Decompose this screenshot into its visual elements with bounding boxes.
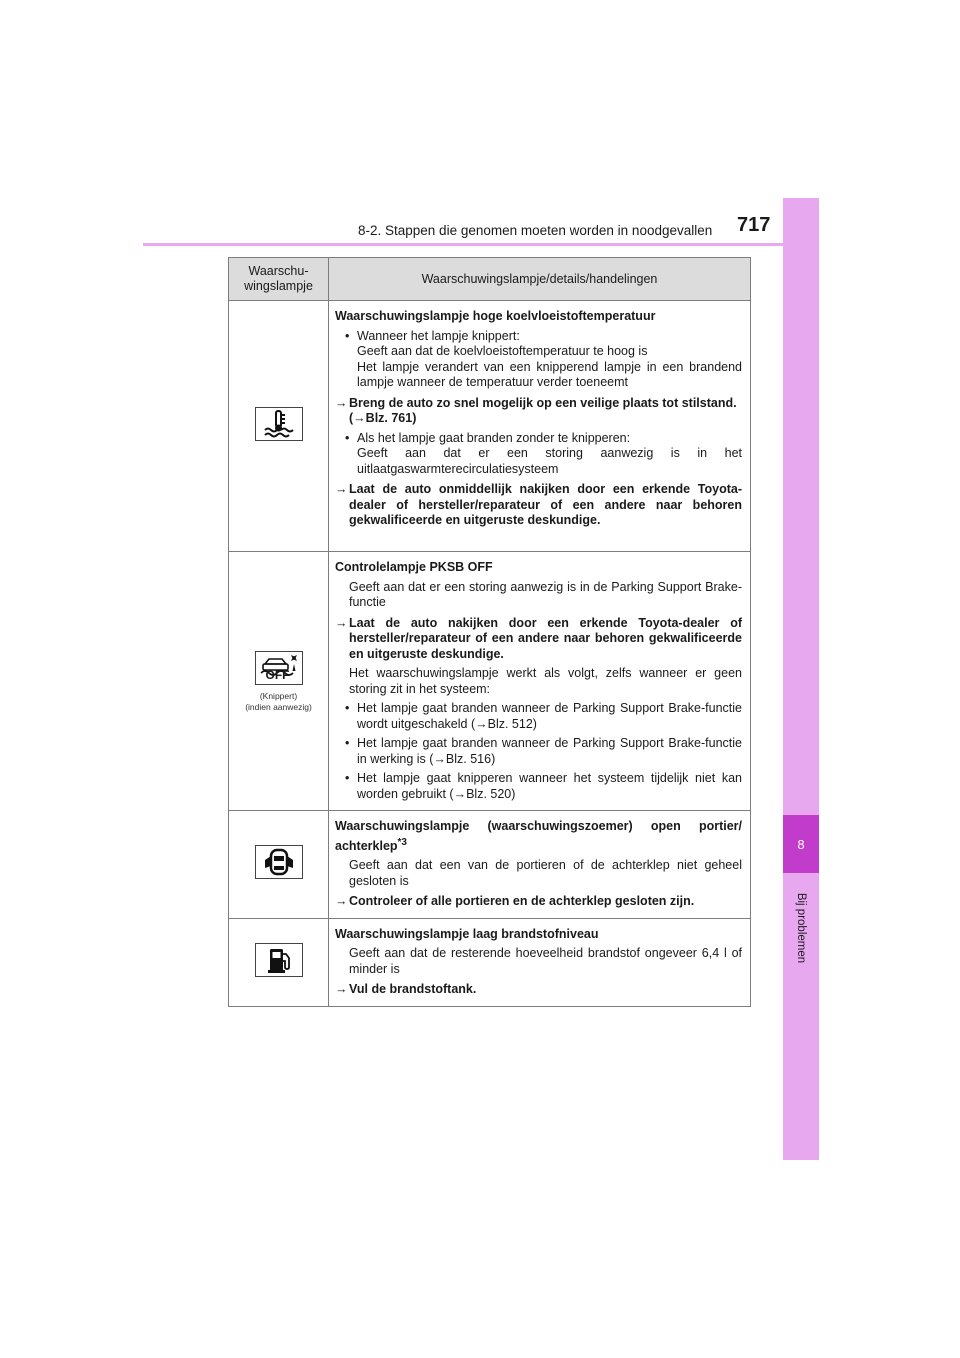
description: Geeft aan dat een van de portieren of de achterklep niet geheel gesloten is: [349, 858, 742, 888]
table-header-row: [229, 258, 751, 301]
icon-caption-blink: (Knippert): [259, 690, 298, 701]
action-item: → Vul de brandstoftank.: [335, 982, 742, 998]
table-row: [229, 552, 751, 811]
icon-cell: [229, 811, 329, 919]
bullet-item: • Als het lampje gaat branden zonder te knipperen: Geeft aan dat er een storing aanwezig is in het uitlaatgaswarmterecirculatiesysteem: [335, 431, 742, 478]
chapter-number-tab[interactable]: [783, 815, 819, 873]
warning-lights-table: [228, 257, 751, 1007]
description: Geeft aan dat de resterende hoeveelheid brandstof ongeveer 6,4 l of minder is: [349, 946, 742, 976]
chapter-label: Bij problemen: [795, 892, 808, 964]
table-row: [229, 811, 751, 919]
action-item: → Laat de auto nakijken door een erkende Toyota-dealer of hersteller/reparateur of een andere naar behoren gekwalificeerde en uitgeruste deskundige.: [335, 616, 742, 663]
footnote-marker: *3: [397, 836, 407, 848]
column-header-details: Waarschuwingslampje/details/handelingen: [329, 258, 751, 301]
description: Het waarschuwingslampje werkt als volgt, zelfs wanneer er geen storing zit in het systeem:: [349, 666, 742, 696]
lamp-title: Waarschuwingslampje laag brandstofniveau: [335, 926, 599, 941]
table-row: [229, 918, 751, 1006]
bullet-item: • Wanneer het lampje knippert: Geeft aan dat de koelvloeistoftemperatuur te hoog is Het lampje verandert van een knipperend lampje in een brandend lampje wanneer de temperatuur verder toeneemt: [335, 329, 742, 391]
page-reference-link[interactable]: (→Blz. 761): [349, 411, 417, 425]
action-item: → Breng de auto zo snel mogelijk op een veilige plaats tot stilstand. (→Blz. 761): [335, 396, 742, 427]
action-item: → Laat de auto onmiddellijk nakijken door een erkende Toyota-dealer of hersteller/reparateur of een andere naar behoren gekwalificeerde en uitgeruste deskundige.: [335, 482, 742, 529]
page-number: 717: [737, 214, 771, 236]
coolant-temperature-icon: [255, 407, 303, 441]
lamp-title: Controlelampje PKSB OFF: [335, 560, 493, 574]
details-cell: [329, 811, 751, 919]
bullet-item: • Het lampje gaat branden wanneer de Parking Support Brake-functie in werking is (→Blz. 516): [335, 736, 742, 767]
description: Geeft aan dat er een storing aanwezig is in de Parking Support Brake-functie: [349, 579, 742, 609]
chapter-number: 8: [797, 836, 805, 852]
lamp-title: Waarschuwingslampje hoge koelvloeistoftemperatuur: [335, 309, 656, 323]
section-title: 8-2. Stappen die genomen moeten worden in noodgevallen: [358, 223, 713, 238]
details-cell: [329, 301, 751, 552]
column-header-lamp: Waarschu- wingslampje: [229, 258, 329, 301]
bullet-item: • Het lampje gaat branden wanneer de Parking Support Brake-functie wordt uitgeschakeld (→Blz. 512): [335, 701, 742, 732]
pksb-off-text: OFF: [265, 667, 290, 682]
details-cell: [329, 918, 751, 1006]
details-cell: [329, 552, 751, 811]
fuel-pump-icon: [255, 943, 303, 977]
header-rule: [143, 243, 819, 246]
icon-cell: [229, 918, 329, 1006]
pksb-off-icon: [255, 651, 303, 685]
chapter-label-box: [783, 873, 819, 983]
bullet-item: • Het lampje gaat knipperen wanneer het systeem tijdelijk niet kan worden gebruikt (→Blz. 520): [335, 771, 742, 802]
table-row: [229, 301, 751, 552]
icon-cell: [229, 552, 329, 811]
icon-cell: [229, 301, 329, 552]
open-door-icon: [255, 845, 303, 879]
action-item: → Controleer of alle portieren en de achterklep gesloten zijn.: [335, 894, 742, 910]
icon-caption-optional: (indien aanwezig): [245, 701, 312, 712]
lamp-title: Waarschuwingslampje (waarschuwingszoemer) open portier/ achterklep$^{*3}$: [335, 819, 742, 853]
chapter-side-tab: [783, 198, 819, 1160]
